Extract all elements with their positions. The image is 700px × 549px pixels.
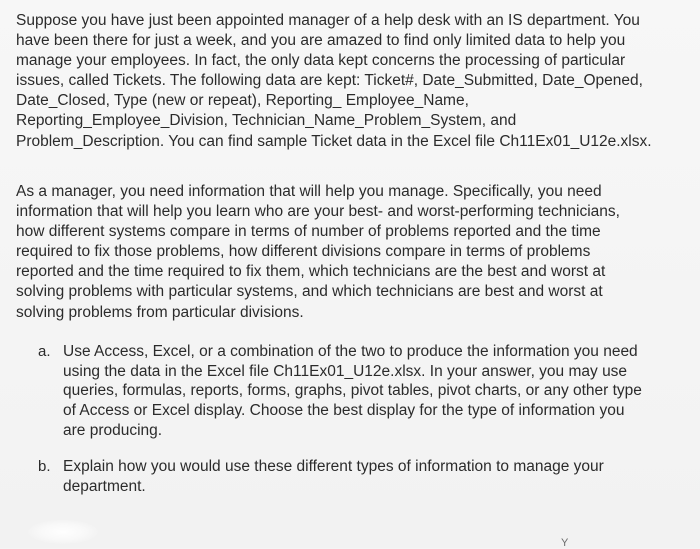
text-line: queries, formulas, reports, forms, graphs, pivot tables, pivot charts, or any other type <box>63 382 642 400</box>
text-line: have been there for just a week, and you are amazed to find only limited data to help you <box>16 32 626 50</box>
text-line: Date_Closed, Type (new or repeat), Reporting_ Employee_Name, <box>16 92 469 110</box>
text-line: how different systems compare in terms of number of problems reported and the time <box>16 223 601 241</box>
text-line: As a manager, you need information that will help you manage. Specifically, you need <box>16 183 602 200</box>
text-line: information that will help you learn who are your best- and worst-performing technicians, <box>16 203 620 221</box>
text-line: issues, called Tickets. The following data are kept: Ticket#, Date_Submitted, Date_Opened, <box>16 72 643 90</box>
glare-spot <box>28 520 98 544</box>
item-body <box>63 457 604 496</box>
item-marker: a. <box>38 343 51 360</box>
manager-needs-paragraph <box>16 182 641 323</box>
text-line: Reporting_Employee_Division, Technician_Name_Problem_System, and <box>16 112 517 130</box>
item-body <box>63 342 642 441</box>
text-line: reported and the time required to fix them, which technicians are the best and worst at <box>16 263 606 281</box>
text-line: required to fix those problems, how different divisions compare in terms of problems <box>16 243 591 261</box>
text-line: department. <box>63 477 146 495</box>
intro-paragraph <box>16 11 652 152</box>
text-line: Use Access, Excel, or a combination of the two to produce the information you need <box>63 343 638 360</box>
text-line: solving problems with particular systems, and which technicians are best and worst at <box>16 283 603 301</box>
text-line: Problem_Description. You can find sample Ticket data in the Excel file Ch11Ex01_U12e.xlsx. <box>16 132 652 150</box>
item-marker: b. <box>38 458 51 475</box>
text-line: of Access or Excel display. Choose the best display for the type of information you <box>63 402 625 420</box>
footer-mark: Y <box>561 537 569 549</box>
text-line: manage your employees. In fact, the only data kept concerns the processing of particular <box>16 52 626 70</box>
text-line: are producing. <box>63 421 163 439</box>
text-line: Suppose you have just been appointed manager of a help desk with an IS department. You <box>16 12 640 29</box>
text-line: using the data in the Excel file Ch11Ex01_U12e.xlsx. In your answer, you may use <box>63 362 628 380</box>
text-line: solving problems from particular divisions. <box>16 303 304 321</box>
text-line: Explain how you would use these different types of information to manage your <box>63 458 604 475</box>
